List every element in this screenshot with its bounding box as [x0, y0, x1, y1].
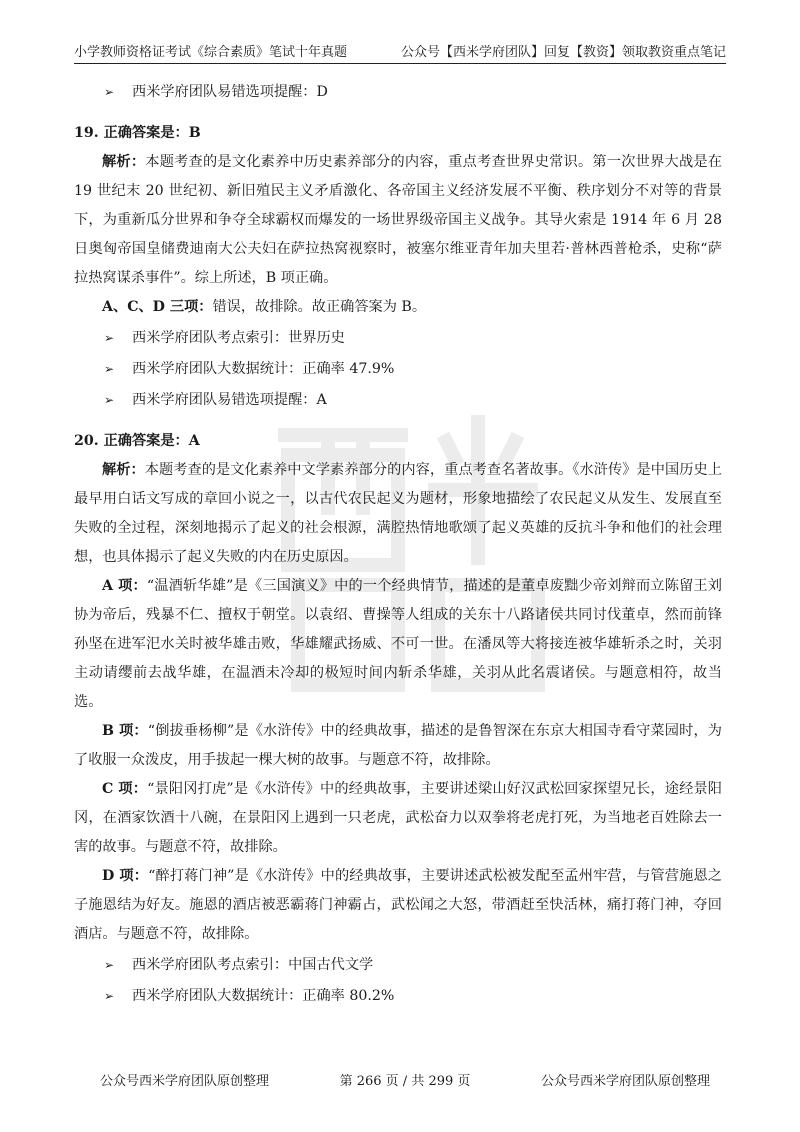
- arrow-bullet-icon: ➢: [104, 362, 115, 376]
- page-number: 第 266 页 / 共 299 页: [339, 1074, 471, 1089]
- footer-right: 公众号西米学府团队原创整理: [540, 1074, 710, 1089]
- arrow-bullet-icon: ➢: [104, 85, 115, 99]
- question-20-option-a: A 项：“温酒斩华雄”是《三国演义》中的一个经典情节，描述的是董卓废黜少帝刘辩而立陈留王刘协为帝后，残暴不仁、擅权于朝堂。以袁绍、曹操等人组成的关东十八路诸侯共同讨伐董卓，然而前锋孙坚在进军汜水关时被华雄击败，华雄耀武扬威、不可一世。在潘凤等大将接连被华雄斩杀之时，关羽主动请缨前去战华雄，在温酒未冷却的极短时间内斩杀华雄，关羽从此名震诸侯。与题意相符，故当选。: [74, 578, 722, 710]
- bullet-item: ➢ 西米学府团队大数据统计：正确率 80.2%: [104, 982, 722, 1011]
- arrow-bullet-icon: ➢: [104, 393, 115, 407]
- page-footer: [100, 1070, 710, 1089]
- bullet-item: ➢ 西米学府团队考点索引：世界历史: [104, 324, 722, 353]
- bullet-item: ➢ 西米学府团队易错选项提醒：D: [104, 78, 722, 107]
- arrow-bullet-icon: ➢: [104, 958, 115, 972]
- header-left: 小学教师资格证考试《综合素质》笔试十年真题: [74, 45, 348, 60]
- header-right: 公众号【西米学府团队】回复【教资】领取教资重点笔记: [400, 45, 726, 60]
- page-content: [74, 76, 722, 1013]
- bullet-item: ➢ 西米学府团队考点索引：中国古代文学: [104, 951, 722, 980]
- page-header: [74, 38, 726, 64]
- question-19-other-options: A、C、D 三项：错误，故排除。故正确答案为 B。: [102, 299, 427, 315]
- footer-left: 公众号西米学府团队原创整理: [100, 1074, 270, 1089]
- arrow-bullet-icon: ➢: [104, 989, 115, 1003]
- question-20-title: 20. 正确答案是：A: [74, 433, 200, 449]
- bullet-item: ➢ 西米学府团队大数据统计：正确率 47.9%: [104, 355, 722, 384]
- question-19-title: 19. 正确答案是：B: [74, 125, 201, 141]
- question-20-analysis: 解析：本题考查的是文化素养中文学素养部分的内容，重点考查名著故事。《水浒传》是中国历史上最早用白话文写成的章回小说之一，以古代农民起义为题材，形象地描绘了农民起义从发生、发展直至失败的全过程，深刻地揭示了起义的社会根源，满腔热情地歌颂了起义英雄的反抗斗争和他们的社会理想，也具体揭示了起义失败的内在历史原因。: [74, 462, 722, 565]
- question-19-analysis: 解析：本题考查的是文化素养中历史素养部分的内容，重点考查世界史常识。第一次世界大战是在 19 世纪末 20 世纪初、新旧殖民主义矛盾激化、各帝国主义经济发展不平衡、秩序划分不对等的背景下，为重新瓜分世界和争夺全球霸权而爆发的一场世界级帝国主义战争。其导火索是 1914 年 6 月 28 日奥匈帝国皇储费迪南大公夫妇在萨拉热窝视察时，被塞尔维亚青年加夫里若·普林西普枪杀，史称“萨拉热窝谋杀事件”。综上所述，B 项正确。: [74, 154, 722, 286]
- question-20-option-b: B 项：“倒拔垂杨柳”是《水浒传》中的经典故事，描述的是鲁智深在东京大相国寺看守菜园时，为了收服一众泼皮，用手拔起一棵大树的故事。与题意不符，故排除。: [74, 723, 722, 768]
- bullet-item: ➢ 西米学府团队易错选项提醒：A: [104, 386, 722, 415]
- question-20-option-d: D 项：“醉打蒋门神”是《水浒传》中的经典故事，主要讲述武松被发配至孟州牢营，与管营施恩之子施恩结为好友。施恩的酒店被恶霸蒋门神霸占，武松闻之大怒，带酒赶至快活林，痛打蒋门神，夺回酒店。与题意不符，故排除。: [74, 868, 722, 942]
- arrow-bullet-icon: ➢: [104, 331, 115, 345]
- question-20-option-c: C 项：“景阳冈打虎”是《水浒传》中的经典故事，主要讲述梁山好汉武松回家探望兄长，途经景阳冈，在酒家饮酒十八碗，在景阳冈上遇到一只老虎，武松奋力以双拳将老虎打死，为当地老百姓除去一害的故事。与题意不符，故排除。: [74, 781, 722, 855]
